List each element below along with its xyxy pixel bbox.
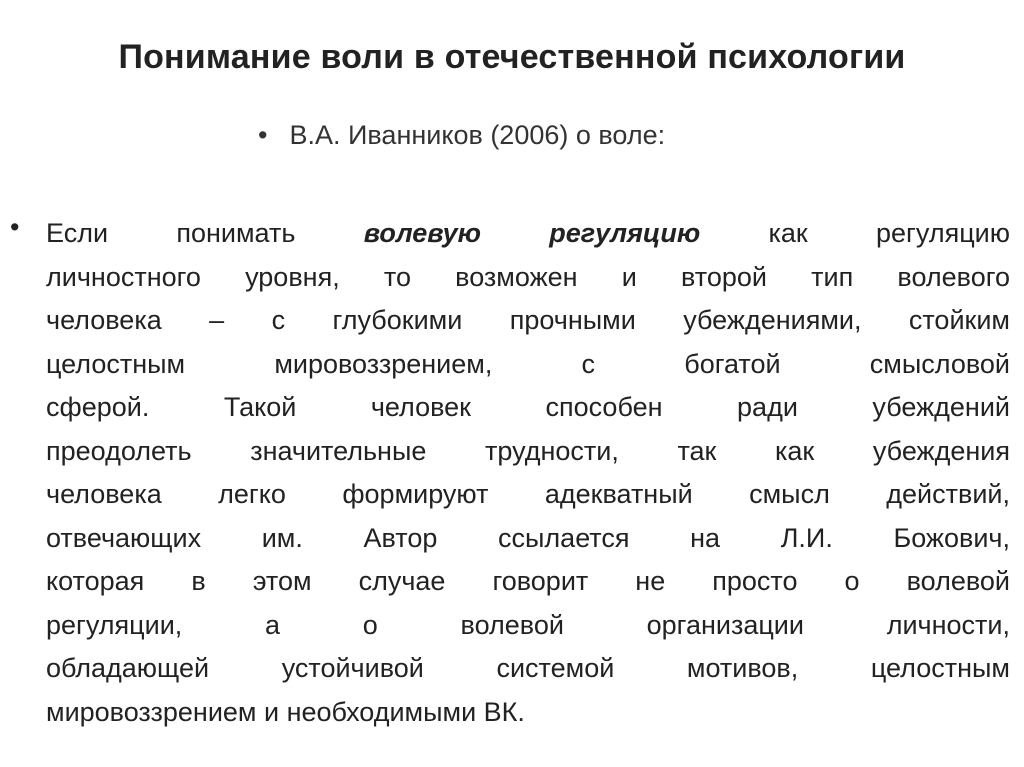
body-bullet: • — [10, 212, 20, 242]
body-line: человека – с глубокими прочными убеждениями, стойким — [46, 305, 1010, 335]
body-paragraph — [46, 212, 1010, 734]
subtitle — [258, 120, 665, 151]
body-line: личностного уровня, то возможен и второй тип волевого — [46, 261, 1010, 292]
body-line: сферой. Такой человек способен ради убеждений — [46, 392, 1010, 422]
body-line: отвечающих им. Автор ссылается на Л.И. Божович, — [46, 522, 1010, 553]
body-line: целостным мировоззрением, с богатой смысловой — [46, 348, 1010, 379]
emphasis-term: волевую регуляцию — [363, 218, 701, 248]
subtitle-text: В.А. Иванников (2006) о воле: — [289, 120, 666, 150]
body-line: которая в этом случае говорит не просто о волевой — [46, 566, 1010, 596]
body-line: преодолеть значительные трудности, так как убеждения — [46, 435, 1010, 466]
page-title: Понимание воли в отечественной психологии — [118, 38, 906, 76]
body-line: мировоззрением и необходимыми ВК. — [46, 696, 525, 727]
body-line-start: Если понимать — [46, 218, 364, 248]
subtitle-bullet: • — [258, 120, 268, 150]
body-line-end: как регуляцию — [700, 218, 1010, 248]
body-line: обладающей устойчивой системой мотивов, целостным — [46, 653, 1010, 683]
body-line — [46, 212, 1010, 256]
body-line: человека легко формируют адекватный смысл действий, — [46, 479, 1010, 509]
body-line: регуляции, а о волевой организации личности, — [46, 609, 1010, 640]
